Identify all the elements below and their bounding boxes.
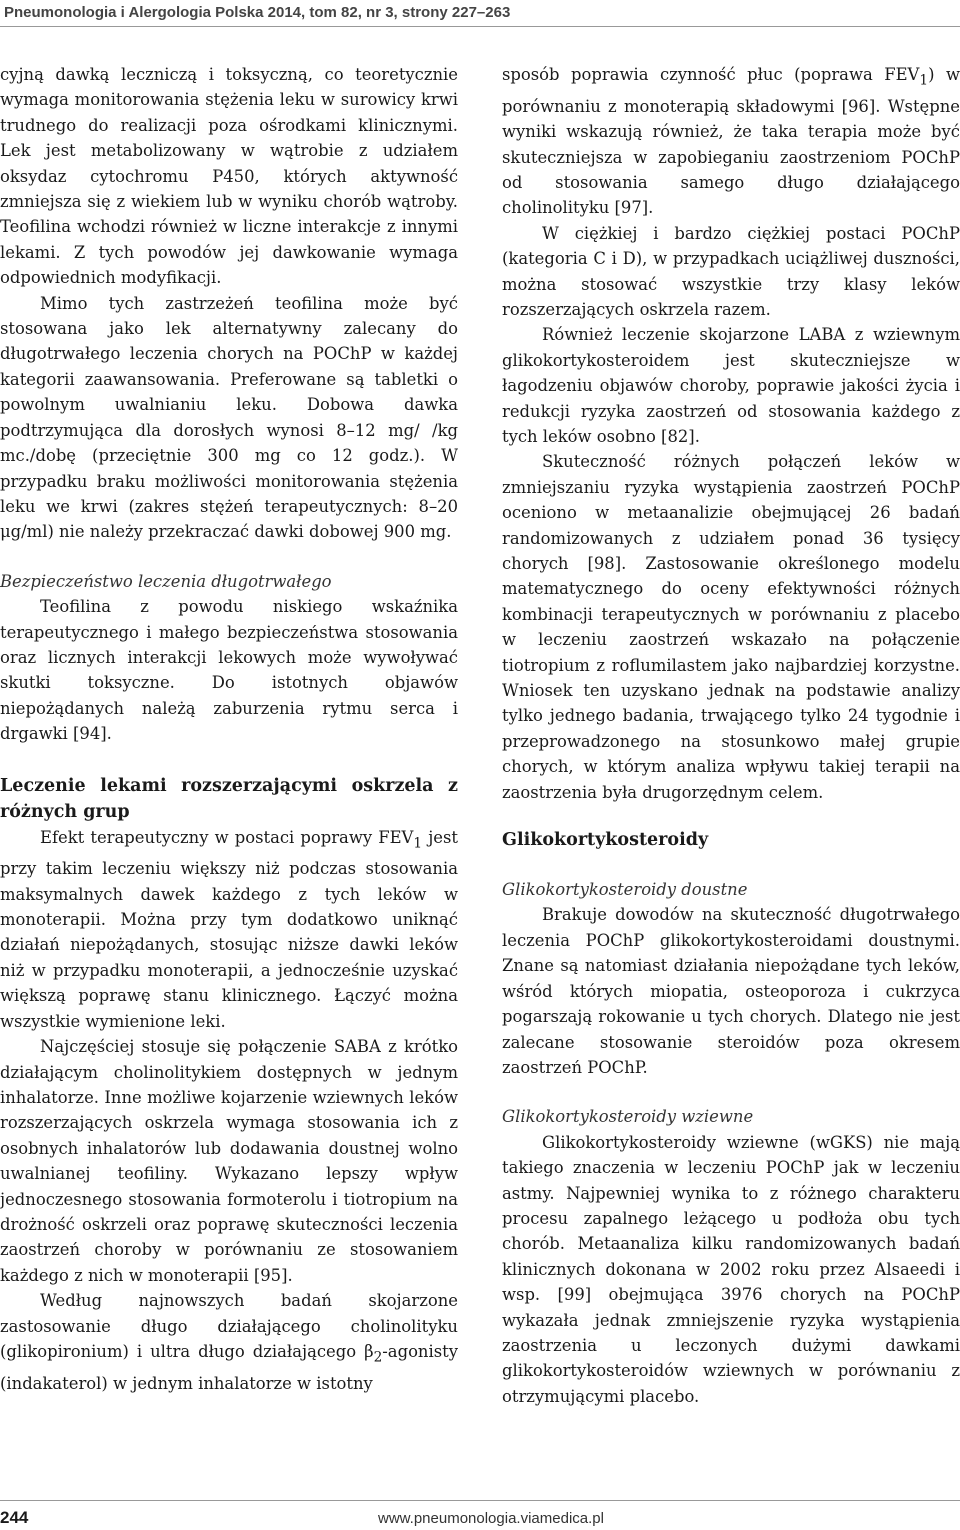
paragraph: Najczęściej stosuje się połączenie SABA z krótko działającym cholinolitykiem dostępnych w jednym inhalatorze. Inne możliwe kojarzenie wziewnych leków rozszerzających oskrzela wymaga stosowania ich z osobnych inhalatorów lub dodawania doustnej wolno uwalnianej teofiliny. Wykazano lepszy wpływ jednoczesnego stosowania formoterolu i tiotropium na drożność oskrzeli oraz poprawę skuteczności leczenia zaostrzeń choroby w porównaniu ze stosowaniem każdego z nich w monoterapii [95]. [0,1037,458,1285]
paragraph [0,825,458,1035]
subsection-heading: Bezpieczeństwo leczenia długotrwałego [0,571,332,591]
subscript: 1 [413,834,423,851]
paragraph: cyjną dawką leczniczą i toksyczną, co teoretycznie wymaga monitorowania stężenia leku w surowicy krwi trudnego do realizacji poza ośrodkami klinicznymi. Lek jest metabolizowany w wątrobie z udziałem oksydaz cytochromu P450, których aktywność zmniejsza się z wiekiem lub w wyniku chorób wątroby. Teofilina wchodzi również w liczne interakcje z innymi lekami. Z tych powodów jej dawkowanie wymaga odpowiednich modyfikacji. [0,65,458,288]
section-heading: Leczenie lekami rozszerzającymi oskrzela z różnych grup [0,775,458,822]
text-run: jest przy takim leczeniu większy niż podczas stosowania maksymalnych dawek każdego z tych leków w monoterapii. Można przy tym dodatkowo uniknąć działań niepożądanych, stosując niższe dawki leków niż w przypadku monoterapii, a jednocześnie uzyskać większą poprawę stanu klinicznego. Łączyć można wszystkie wymienione leki. [0,827,458,1031]
text-run: sposób poprawia czynność płuc (poprawa FEV [502,65,920,84]
section-heading: Glikokortykosteroidy [502,830,709,851]
text-run: -agonisty (indakaterol) w jednym inhalatorze w istotny [0,1341,458,1393]
subscript: 2 [373,1349,383,1366]
subsection-heading: Glikokortykosteroidy doustne [502,880,748,900]
text-run: ) w porównaniu z monoterapią składowymi [96]. Wstępne wyniki wskazują również, że taka terapia może być skuteczniejsza w zapobieganiu zaostrzeniom POChP od stosowania samego długo działającego cholinolityku [97]. [502,65,960,218]
paragraph [502,62,960,221]
left-column [0,62,458,1396]
text-run: Według najnowszych badań skojarzone zastosowanie długo działającego cholinolityku (glikopironium) i ultra długo działającego β [0,1291,458,1361]
subsection-heading: Glikokortykosteroidy wziewne [502,1107,754,1127]
text-run: Efekt terapeutyczny w postaci poprawy FEV [40,827,414,847]
page-number: 244 [0,1508,29,1527]
footer-rule [0,1500,960,1501]
paragraph: Brakuje dowodów na skuteczność długotrwałego leczenia POChP glikokortykosteroidami doustnymi. Znane są natomiast działania niepożądane tych leków, wśród których miopatia, osteoporoza i cukrzyca pogarszają rokowanie u tych chorych. Dlatego nie jest zalecane stosowanie steroidów poza okresem zaostrzeń POChP. [502,905,960,1077]
paragraph [0,1288,458,1396]
subscript: 1 [919,72,929,89]
footer-url[interactable]: www.pneumonologia.viamedica.pl [378,1510,604,1527]
paragraph: W ciężkiej i bardzo ciężkiej postaci POChP (kategoria C i D), w przypadkach uciążliwej duszności, można stosować wszystkie trzy klasy leków rozszerzających oskrzela razem. [502,223,960,319]
paragraph: Teofilina z powodu niskiego wskaźnika terapeutycznego i małego bezpieczeństwa stosowania oraz licznych interakcji lekowych może wywoływać skutki toksyczne. Do istotnych objawów niepożądanych należą zaburzenia rytmu serca i drgawki [94]. [0,597,458,744]
running-head: Pneumonologia i Alergologia Polska 2014, tom 82, nr 3, strony 227–263 [4,4,511,21]
paragraph: Również leczenie skojarzone LABA z wziewnym glikokortykosteroidem jest skuteczniejsze w łagodzeniu objawów choroby, poprawie jakości życia i redukcji ryzyka zaostrzeń od stosowania każdego z tych leków osobno [82]. [502,325,960,446]
paragraph: Mimo tych zastrzeżeń teofilina może być stosowana jako lek alternatywny zalecany do długotrwałego leczenia chorych na POChP w każdej kategorii zaawansowania. Preferowane są tabletki o powolnym uwalnianiu leku. Dobowa dawka podtrzymująca dla dorosłych wynosi 8–12 mg/ /kg mc./dobę (przeciętnie 300 mg co 12 godz.). W przypadku braku możliwości monitorowania stężenia leku we krwi (zakres stężeń terapeutycznych: 8–20 μg/ml) nie należy przekraczać dawki dobowej 900 mg. [0,293,458,542]
right-column [502,62,960,1409]
paragraph: Glikokortykosteroidy wziewne (wGKS) nie mają takiego znaczenia w leczeniu POChP jak w leczeniu astmy. Najpewniej wynika to z różnego charakteru procesu zapalnego leżącego u podłoża obu tych chorób. Metaanaliza kilku randomizowanych badań klinicznych dokonana w 2002 roku przez Alsaeedi i wsp. [99] obejmująca 3976 chorych na POChP wykazała jednak zmniejszenie ryzyka wystąpienia zaostrzenia u leczonych dużymi dawkami glikokortykosteroidów wziewnych w porównaniu z otrzymującymi placebo. [502,1132,960,1406]
paragraph: Skuteczność różnych połączeń leków w zmniejszaniu ryzyka wystąpienia zaostrzeń POChP oceniono w metaanalizie obejmującej 26 badań randomizowanych z udziałem ponad 36 tysięcy chorych [98]. Zastosowanie określonego modelu matematycznego do oceny efektywności różnych kombinacji terapeutycznych w porównaniu z placebo w leczeniu zaostrzeń wskazało na połączenie tiotropium z roflumilastem jako najbardziej korzystne. Wniosek ten uzyskano jednak na podstawie analizy tylko jednego badania, trwającego tylko 24 tygodnie i przeprowadzonego na stosunkowo małej grupie chorych, w którym analiza wpływu takiej terapii na zaostrzenia była drugorzędnym celem. [502,452,960,802]
header-rule [0,26,960,27]
